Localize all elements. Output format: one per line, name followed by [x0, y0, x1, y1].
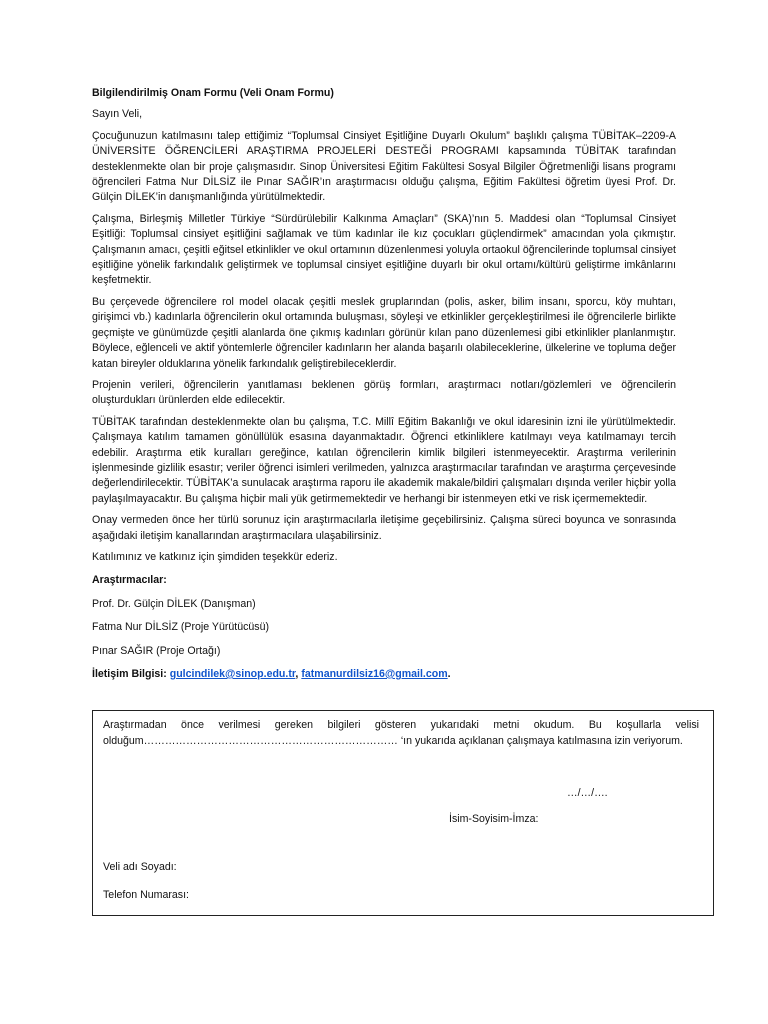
paragraph-contact-info: Onay vermeden önce her türlü sorunuz için araştırmacılarla iletişime geçebilirsiniz. Çalışma süreci boyunca ve sonrasında aşağıdaki iletişim kanallarından araştırmacılara ulaşabilirsiniz. — [92, 514, 676, 542]
contact-end: . — [447, 668, 451, 680]
paragraph-data-sources: Projenin verileri, öğrencilerin yanıtlaması beklenen görüş formları, araştırmacı notları/gözlemleri ve öğrencilerin oluşturdukları ürünlerden elde edilecektir. — [92, 378, 676, 407]
form-title: Bilgilendirilmiş Onam Formu (Veli Onam Formu) — [92, 87, 334, 99]
parent-name-field[interactable]: Veli adı Soyadı: — [103, 861, 177, 873]
researcher-partner: Pınar SAĞIR (Proje Ortağı) — [92, 644, 221, 657]
consent-statement: Araştırmadan önce verilmesi gereken bilgileri gösteren yukarıdaki metni okudum. Bu koşullarla velisi olduğum……………………………………………………………… ‘ın yukarıda açıklanan çalışmaya katılmasına izin veriyorum. — [103, 719, 699, 747]
paragraph-activities: Bu çerçevede öğrencilere rol model olacak çeşitli meslek gruplarından (polis, asker, bilim insanı, sporcu, köy muhtarı, girişimci vb.) kadınlarla öğrencilerin okul ortamında buluşması, söyleşi ve etkinlikler gerçekleştirilmesi ile öğrencilerle birlikte geçmişte ve günümüzde çeşitli alanlarda öne çıkmış kadınları görünür kılan pano düzenlemesi gibi etkinlikler planlanmıştır. Böylece, eğlenceli ve aktif yöntemlerle öğrenciler kadınların her alanda başarılı olabileceklerine, ülkelerine ve topluma değer katan bireyler olduklarına yönelik farkındalık geliştirebileceklerdir. — [92, 295, 676, 370]
date-field[interactable]: …/…/…. — [567, 787, 608, 799]
researcher-executive: Fatma Nur DİLSİZ (Proje Yürütücüsü) — [92, 621, 270, 634]
researchers-heading: Araştırmacılar: — [92, 574, 167, 587]
paragraph-project-info: Çocuğunuzun katılmasını talep ettiğimiz “Toplumsal Cinsiyet Eşitliğine Duyarlı Okulum” başlıklı çalışma TÜBİTAK–2209-A ÜNİVERSİTE ÖĞRENCİLERİ ARAŞTIRMA PROJELERİ DESTEĞİ PROGRAMI kapsamında TÜBİTAK tarafından desteklenmekte olan bir proje çalışmasıdır. Sinop Üniversitesi Eğitim Fakültesi Sosyal Bilgiler Öğretmenliği lisans programı öğrencileri Fatma Nur DİLSİZ ile Pınar SAĞIR’ın araştırmacısı olduğu çalışma, Eğitim Fakültesi öğretim üyesi Prof. Dr. Gülçin DİLEK’in danışmanlığında yürütülmektedir. — [92, 129, 676, 204]
signature-field[interactable]: İsim-Soyisim-İmza: — [449, 813, 539, 825]
form-document — [92, 86, 676, 688]
contact-label: İletişim Bilgisi: — [92, 668, 167, 680]
phone-number-field[interactable]: Telefon Numarası: — [103, 889, 189, 901]
paragraph-purpose: Çalışma, Birleşmiş Milletler Türkiye “Sürdürülebilir Kalkınma Amaçları” (SKA)’nın 5. Maddesi olan “Toplumsal Cinsiyet Eşitliği: Toplumsal cinsiyet eşitliğini sağlamak ve tüm kadınlar ile kız çocukları güçlendirmek” amacından yola çıkmıştır. Çalışmanın amacı, çeşitli eğitsel etkinlikler ve okul ortamının düzenlenmesi yoluyla ortaokul öğrencilerinde toplumsal cinsiyet eşitliğine yönelik farkındalık geliştirmek ve toplumsal cinsiyet eşitliğine duyarlı bir okul ortamı/kültürü geliştirme imkânlarını keşfetmektir. — [92, 212, 676, 287]
paragraph-ethics: TÜBİTAK tarafından desteklenmekte olan bu çalışma, T.C. Millî Eğitim Bakanlığı ve okul idaresinin izni ile yürütülmektedir. Çalışmaya katılım tamamen gönüllülük esasına dayanmaktadır. Öğrenci etkinliklere katılmayı veya katılmamayı tercih edebilir. Araştırma etik kuralları gereğince, katılan öğrencilerin kimlik bilgileri istenmeyecektir. Araştırma verilerinin işlenmesinde gizlilik esastır; veriler öğrenci isimleri verilmeden, yalnızca araştırmacılar tarafından ve araştırma çerçevesinde değerlendirilecektir. TÜBİTAK’a sunulacak araştırma raporu ile akademik makale/bildiri çalışmaları dışında veriler hiçbir yolla paylaşılmayacaktır. Bu çalışma hiçbir mali yük getirmemektedir ve herhangi bir istenmeyen etki ve risk içermemektedir. — [92, 415, 676, 505]
email-link-advisor[interactable]: gulcindilek@sinop.edu.tr — [169, 668, 296, 680]
contact-line — [92, 667, 676, 682]
greeting: Sayın Veli, — [92, 108, 143, 121]
consent-box — [92, 710, 714, 916]
paragraph-thanks: Katılımınız ve katkınız için şimdiden teşekkür ederiz. — [92, 550, 338, 563]
contact-separator: , — [295, 668, 299, 680]
email-link-executive[interactable]: fatmanurdilsiz16@gmail.com — [301, 668, 448, 680]
researcher-advisor: Prof. Dr. Gülçin DİLEK (Danışman) — [92, 597, 256, 610]
